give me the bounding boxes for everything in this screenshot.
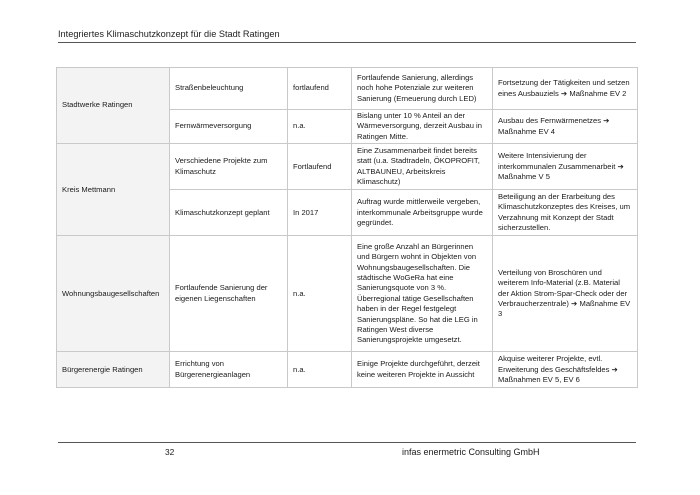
status-cell: n.a.: [288, 110, 352, 144]
status-cell: Fortlaufend: [288, 144, 352, 190]
project-cell: Errichtung von Bürgerenergieanlagen: [170, 352, 288, 388]
project-cell: Verschiedene Projekte zum Klimaschutz: [170, 144, 288, 190]
document-header-title: Integriertes Klimaschutzkonzept für die Stadt Ratingen: [58, 29, 280, 39]
status-cell: fortlaufend: [288, 68, 352, 110]
table-row: [57, 236, 638, 352]
measures-table: [56, 67, 638, 388]
actor-cell: Stadtwerke Ratingen: [57, 68, 170, 144]
recommendation-cell: Akquise weiterer Projekte, evtl. Erweiterung des Geschäftsfeldes ➔ Maßnahmen EV 5, EV 6: [493, 352, 638, 388]
status-cell: n.a.: [288, 236, 352, 352]
table-row: [57, 352, 638, 388]
description-cell: Fortlaufende Sanierung, allerdings noch hohe Potenziale zur weiteren Sanierung (Erneuerung durch LED): [352, 68, 493, 110]
description-cell: Eine große Anzahl an Bürgerinnen und Bürgern wohnt in Objekten von Wohnungsbaugesellschaften. Die städtische WoGeRa hat eine Sanierungsquote von 3 %. Überregional tätige Gesellschaften haben in der Regel festgelegt Sanierungspläne. So hat die LEG in Ratingen West diverse Sanierungsprojekte umgesetzt.: [352, 236, 493, 352]
recommendation-cell: Beteiligung an der Erarbeitung des Klimaschutzkonzeptes des Kreises, um Verzahnung mit Konzept der Stadt sicherzustellen.: [493, 190, 638, 236]
project-cell: Klimaschutzkonzept geplant: [170, 190, 288, 236]
header-divider: [58, 42, 636, 43]
description-cell: Bislang unter 10 % Anteil an der Wärmeversorgung, derzeit Ausbau in Ratingen Mitte.: [352, 110, 493, 144]
recommendation-cell: Weitere Intensivierung der interkommunalen Zusammenarbeit ➔ Maßnahme V 5: [493, 144, 638, 190]
recommendation-cell: Ausbau des Fernwärmenetzes ➔ Maßnahme EV 4: [493, 110, 638, 144]
table-row: [57, 68, 638, 110]
project-cell: Fortlaufende Sanierung der eigenen Liegenschaften: [170, 236, 288, 352]
page-number: 32: [165, 447, 175, 457]
actor-cell: Bürgerenergie Ratingen: [57, 352, 170, 388]
footer-divider: [58, 442, 636, 443]
table-row: [57, 144, 638, 190]
project-cell: Fernwärmeversorgung: [170, 110, 288, 144]
actor-cell: Wohnungsbaugesellschaften: [57, 236, 170, 352]
description-cell: Eine Zusammenarbeit findet bereits statt (u.a. Stadtradeln, ÖKOPROFIT, ALTBAUNEU, Arbeitskreis Klimaschutz): [352, 144, 493, 190]
footer-company: infas enermetric Consulting GmbH: [402, 447, 540, 457]
status-cell: In 2017: [288, 190, 352, 236]
status-cell: n.a.: [288, 352, 352, 388]
description-cell: Auftrag wurde mittlerweile vergeben, interkommunale Arbeitsgruppe wurde gegründet.: [352, 190, 493, 236]
recommendation-cell: Verteilung von Broschüren und weiterem Info-Material (z.B. Material der Aktion Strom-Spar-Check oder der Verbraucherzentrale) ➔ Maßnahme EV 3: [493, 236, 638, 352]
description-cell: Einige Projekte durchgeführt, derzeit keine weiteren Projekte in Aussicht: [352, 352, 493, 388]
actor-cell: Kreis Mettmann: [57, 144, 170, 236]
recommendation-cell: Fortsetzung der Tätigkeiten und setzen eines Ausbauziels ➔ Maßnahme EV 2: [493, 68, 638, 110]
project-cell: Straßenbeleuchtung: [170, 68, 288, 110]
